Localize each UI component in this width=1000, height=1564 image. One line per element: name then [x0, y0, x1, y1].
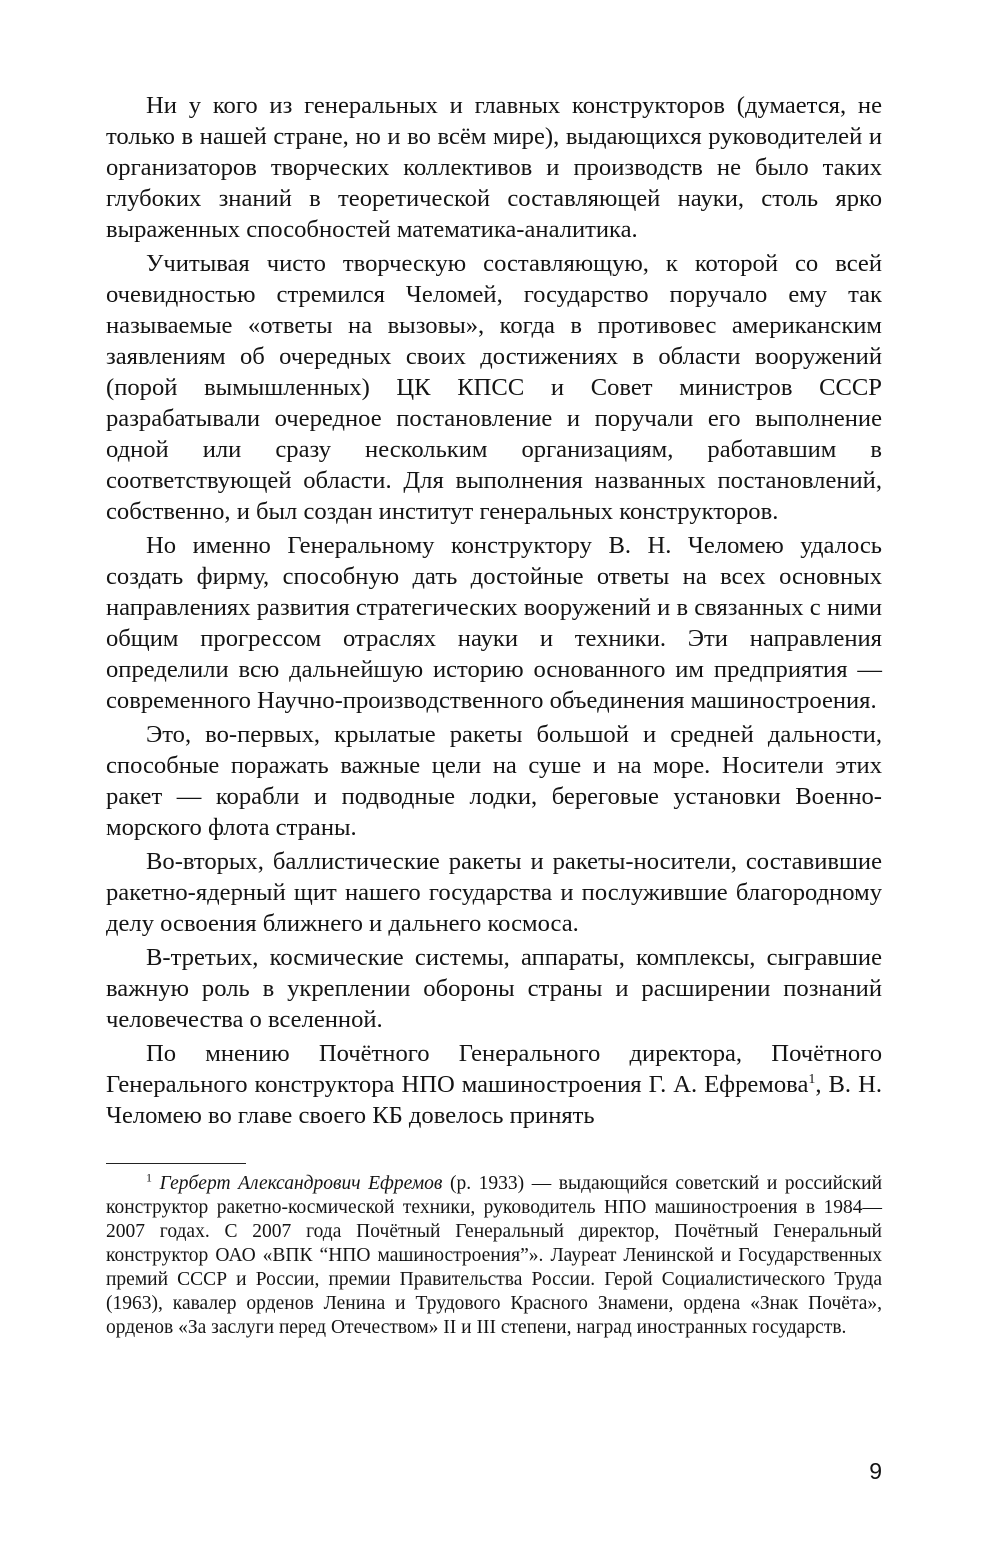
paragraph-3: Но именно Генеральному конструктору В. Н. Челомею удалось создать фирму, способную дать достойные ответы на всех основных направлениях развития стратегических вооружений и в связанных с ними общим прогрессом отраслях науки и техники. Эти направления определили всю дальнейшую историю основанного им предприятия — современного Научно-производственного объединения машиностроения. — [106, 532, 882, 714]
paragraph-2: Учитывая чисто творческую составляющую, к которой со всей очевидностью стремился Челомей, государство поручало ему так называемые «ответы на вызовы», когда в противовес американским заявлениям об очередных своих достижениях в области вооружений (порой вымышленных) ЦК КПСС и Совет министров СССР разрабатывали очередное постановление и поручали его выполнение одной или сразу нескольким организациям, работавшим в соответствующей области. Для выполнения названных постановлений, собственно, и был создан институт генеральных конструкторов. — [106, 250, 882, 525]
paragraph-5: Во-вторых, баллистические ракеты и ракеты-носители, составившие ракетно-ядерный щит нашего государства и послужившие благородному делу освоения ближнего и дальнего космоса. — [106, 848, 882, 937]
paragraph-4: Это, во-первых, крылатые ракеты большой и средней дальности, способные поражать важные цели на суше и на море. Носители этих ракет — корабли и подводные лодки, береговые установки Военно-морского флота страны. — [106, 721, 882, 841]
footnote-marker: 1 — [146, 1170, 152, 1185]
paragraph-6: В-третьих, космические системы, аппараты, комплексы, сыгравшие важную роль в укреплении обороны страны и расширении познаний человечества о вселенной. — [106, 944, 882, 1033]
footnote-text: (р. 1933) — выдающийся советский и российский конструктор ракетно-космической техники, руководитель НПО машиностроения в 1984—2007 годах. С 2007 года Почётный Генеральный директор, Почётный Генеральный конструктор ОАО «ВПК “НПО машиностроения”». Лауреат Ленинской и Государственных премий СССР и России, премии Правительства России. Герой Социалистического Труда (1963), кавалер орденов Ленина и Трудового Красного Знамени, ордена «Знак Почёта», орденов «За заслуги перед Отечеством» II и III степени, наград иностранных государств. — [106, 1173, 883, 1338]
footnote-separator — [106, 1163, 246, 1164]
paragraph-7-text: По мнению Почётного Генерального директора, Почётного Генерального конструктора НПО машиностроения Г. А. Ефремова — [106, 1040, 882, 1098]
footnote — [106, 1172, 882, 1340]
paragraph-7-continuation: , В. Н. Челомею во главе своего КБ довелось принять — [106, 1071, 882, 1129]
footnote-name: Герберт Александрович Ефремов — [159, 1173, 443, 1194]
page-number: 9 — [869, 1458, 882, 1484]
page-content — [106, 90, 882, 1340]
footnote-reference: 1 — [808, 1071, 816, 1087]
paragraph-1: Ни у кого из генеральных и главных конструкторов (думается, не только в нашей стране, но и во всём мире), выдающихся руководителей и организаторов творческих коллективов и производств не было таких глубоких знаний в теоретической составляющей науки, столь ярко выраженных способностей математика-аналитика. — [106, 92, 882, 243]
main-text — [106, 90, 882, 1131]
paragraph-7 — [106, 1038, 882, 1131]
